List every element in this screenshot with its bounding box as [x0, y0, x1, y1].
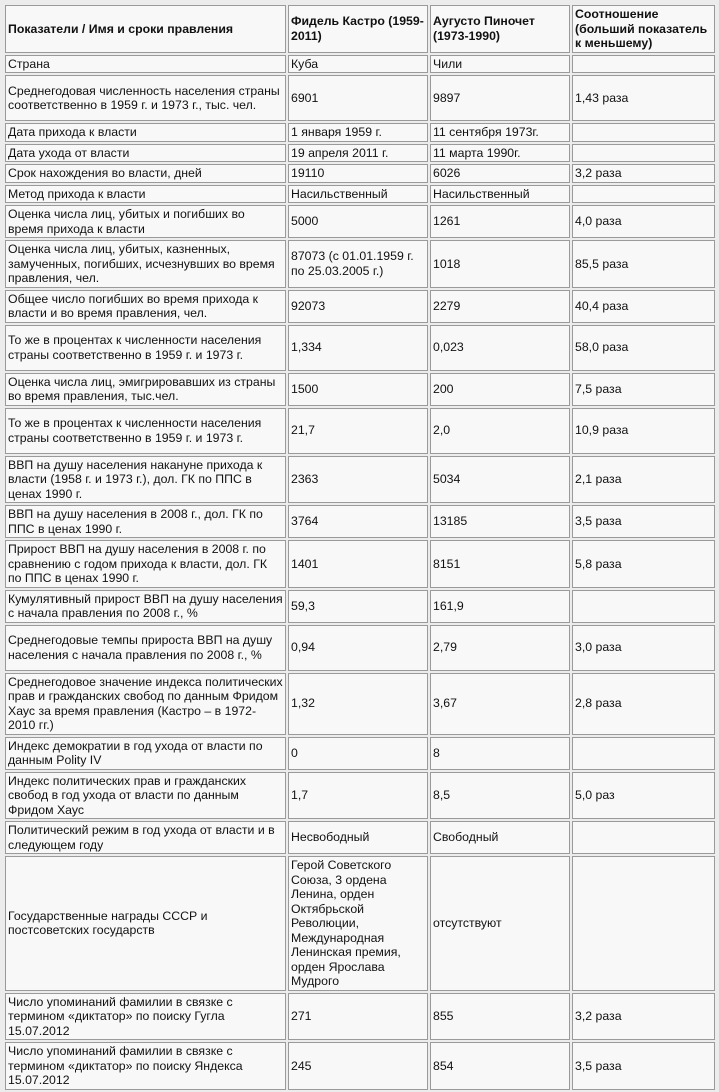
cell-castro: 5000: [288, 205, 428, 238]
table-row: [5, 625, 715, 671]
table-row: [5, 164, 715, 183]
table-row: [5, 290, 715, 323]
cell-indicator: ВВП на душу населения накануне прихода к власти (1958 г. и 1973 г.), дол. ГК по ППС в ценах 1990 г.: [5, 456, 286, 504]
table-row: [5, 856, 715, 991]
table-row: [5, 1042, 715, 1090]
table-row: [5, 408, 715, 454]
cell-castro: Несвободный: [288, 821, 428, 854]
header-ratio: Соотношение (больший показатель к меньшему): [572, 5, 715, 53]
header-pinochet: Аугусто Пиночет (1973-1990): [430, 5, 570, 53]
cell-ratio: 3,0 раза: [572, 625, 715, 671]
cell-ratio: 1,43 раза: [572, 75, 715, 121]
cell-indicator: Срок нахождения во власти, дней: [5, 164, 286, 183]
cell-castro: 19110: [288, 164, 428, 183]
table-row: [5, 456, 715, 504]
table-row: [5, 123, 715, 142]
comparison-table: [3, 3, 717, 1092]
cell-castro: 0,94: [288, 625, 428, 671]
cell-pinochet: 13185: [430, 505, 570, 538]
cell-ratio: 85,5 раза: [572, 240, 715, 288]
cell-castro: 1,32: [288, 673, 428, 735]
cell-indicator: Дата ухода от власти: [5, 144, 286, 163]
cell-pinochet: 11 марта 1990г.: [430, 144, 570, 163]
cell-pinochet: 9897: [430, 75, 570, 121]
cell-pinochet: 1018: [430, 240, 570, 288]
cell-ratio: 3,2 раза: [572, 164, 715, 183]
cell-indicator: Индекс политических прав и гражданских свобод в год ухода от власти по данным Фридом Хаус: [5, 772, 286, 820]
cell-ratio: 3,5 раза: [572, 1042, 715, 1090]
cell-ratio: [572, 185, 715, 204]
cell-castro: 0: [288, 737, 428, 770]
cell-indicator: Оценка числа лиц, убитых и погибших во время прихода к власти: [5, 205, 286, 238]
table-row: [5, 55, 715, 74]
cell-indicator: Прирост ВВП на душу населения в 2008 г. по сравнению с годом прихода к власти, дол. ГК по ППС в ценах 1990 г.: [5, 540, 286, 588]
cell-castro: 6901: [288, 75, 428, 121]
cell-indicator: Кумулятивный прирост ВВП на душу населения с начала правления по 2008 г., %: [5, 590, 286, 623]
cell-pinochet: 8151: [430, 540, 570, 588]
table-row: [5, 144, 715, 163]
header-castro: Фидель Кастро (1959-2011): [288, 5, 428, 53]
table-row: [5, 75, 715, 121]
table-row: [5, 590, 715, 623]
cell-pinochet: Чили: [430, 55, 570, 74]
cell-castro: 3764: [288, 505, 428, 538]
cell-pinochet: Насильственный: [430, 185, 570, 204]
cell-indicator: Государственные награды СССР и постсоветских государств: [5, 856, 286, 991]
cell-ratio: 3,2 раза: [572, 993, 715, 1041]
table-row: [5, 505, 715, 538]
table-row: [5, 373, 715, 406]
cell-pinochet: 2279: [430, 290, 570, 323]
cell-castro: 87073 (с 01.01.1959 г. по 25.03.2005 г.): [288, 240, 428, 288]
cell-indicator: ВВП на душу населения в 2008 г., дол. ГК по ППС в ценах 1990 г.: [5, 505, 286, 538]
cell-indicator: Оценка числа лиц, эмигрировавших из страны во время правления, тыс.чел.: [5, 373, 286, 406]
cell-ratio: [572, 590, 715, 623]
cell-ratio: [572, 55, 715, 74]
cell-indicator: Страна: [5, 55, 286, 74]
cell-pinochet: 0,023: [430, 325, 570, 371]
cell-pinochet: 854: [430, 1042, 570, 1090]
cell-ratio: 5,8 раза: [572, 540, 715, 588]
cell-pinochet: 200: [430, 373, 570, 406]
cell-ratio: [572, 123, 715, 142]
cell-pinochet: 8,5: [430, 772, 570, 820]
cell-pinochet: отсутствуют: [430, 856, 570, 991]
cell-indicator: Метод прихода к власти: [5, 185, 286, 204]
cell-pinochet: 855: [430, 993, 570, 1041]
header-indicator: Показатели / Имя и сроки правления: [5, 5, 286, 53]
cell-indicator: Общее число погибших во время прихода к власти и во время правления, чел.: [5, 290, 286, 323]
cell-ratio: 2,8 раза: [572, 673, 715, 735]
cell-pinochet: 6026: [430, 164, 570, 183]
cell-indicator: Число упоминаний фамилии в связке с термином «диктатор» по поиску Гугла 15.07.2012: [5, 993, 286, 1041]
cell-castro: 1500: [288, 373, 428, 406]
cell-castro: 21,7: [288, 408, 428, 454]
cell-castro: 19 апреля 2011 г.: [288, 144, 428, 163]
cell-castro: 1 января 1959 г.: [288, 123, 428, 142]
cell-indicator: Среднегодовая численность населения страны соответственно в 1959 г. и 1973 г., тыс. чел.: [5, 75, 286, 121]
cell-indicator: То же в процентах к численности населения страны соответственно в 1959 г. и 1973 г.: [5, 325, 286, 371]
table-row: [5, 325, 715, 371]
cell-ratio: 2,1 раза: [572, 456, 715, 504]
cell-pinochet: Свободный: [430, 821, 570, 854]
cell-indicator: Политический режим в год ухода от власти и в следующем году: [5, 821, 286, 854]
cell-indicator: Оценка числа лиц, убитых, казненных, замученных, погибших, исчезнувших во время правления, чел.: [5, 240, 286, 288]
table-row: [5, 821, 715, 854]
cell-pinochet: 11 сентября 1973г.: [430, 123, 570, 142]
cell-indicator: То же в процентах к численности населения страны соответственно в 1959 г. и 1973 г.: [5, 408, 286, 454]
cell-ratio: 3,5 раза: [572, 505, 715, 538]
cell-castro: Куба: [288, 55, 428, 74]
cell-ratio: [572, 821, 715, 854]
cell-pinochet: 2,0: [430, 408, 570, 454]
cell-ratio: [572, 737, 715, 770]
cell-ratio: [572, 144, 715, 163]
cell-pinochet: 8: [430, 737, 570, 770]
table-row: [5, 185, 715, 204]
cell-indicator: Индекс демократии в год ухода от власти по данным Polity IV: [5, 737, 286, 770]
cell-castro: 1,7: [288, 772, 428, 820]
cell-pinochet: 161,9: [430, 590, 570, 623]
table-row: [5, 540, 715, 588]
cell-castro: 2363: [288, 456, 428, 504]
cell-indicator: Дата прихода к власти: [5, 123, 286, 142]
table-row: [5, 737, 715, 770]
cell-castro: 271: [288, 993, 428, 1041]
cell-castro: 59,3: [288, 590, 428, 623]
cell-castro: Герой Советского Союза, 3 ордена Ленина, орден Октябрьской Революции, Международная Ленинская премия, орден Ярослава Мудрого: [288, 856, 428, 991]
cell-pinochet: 5034: [430, 456, 570, 504]
cell-castro: 1,334: [288, 325, 428, 371]
table-row: [5, 772, 715, 820]
cell-ratio: 10,9 раза: [572, 408, 715, 454]
cell-castro: 92073: [288, 290, 428, 323]
cell-ratio: 5,0 раз: [572, 772, 715, 820]
cell-pinochet: 3,67: [430, 673, 570, 735]
table-row: [5, 240, 715, 288]
cell-ratio: 4,0 раза: [572, 205, 715, 238]
header-row: [5, 5, 715, 53]
table-row: [5, 993, 715, 1041]
cell-indicator: Среднегодовые темпы прироста ВВП на душу населения с начала правления по 2008 г., %: [5, 625, 286, 671]
cell-castro: 245: [288, 1042, 428, 1090]
cell-ratio: 7,5 раза: [572, 373, 715, 406]
cell-ratio: 40,4 раза: [572, 290, 715, 323]
cell-castro: Насильственный: [288, 185, 428, 204]
table-row: [5, 673, 715, 735]
table-row: [5, 205, 715, 238]
cell-castro: 1401: [288, 540, 428, 588]
cell-indicator: Число упоминаний фамилии в связке с термином «диктатор» по поиску Яндекса 15.07.2012: [5, 1042, 286, 1090]
cell-pinochet: 2,79: [430, 625, 570, 671]
cell-ratio: 58,0 раза: [572, 325, 715, 371]
cell-indicator: Среднегодовое значение индекса политических прав и гражданских свобод по данным Фридом Хаус за время правления (Кастро – в 1972-2010 гг.): [5, 673, 286, 735]
cell-pinochet: 1261: [430, 205, 570, 238]
cell-ratio: [572, 856, 715, 991]
